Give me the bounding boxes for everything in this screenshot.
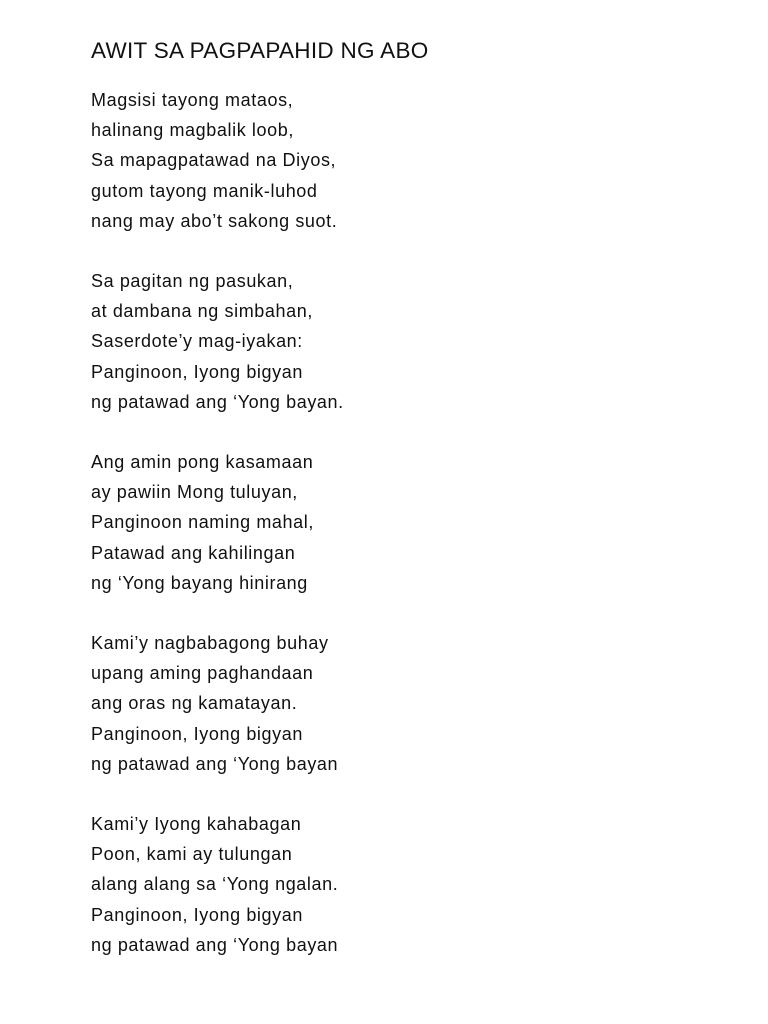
- lyric-line: ang oras ng kamatayan.: [91, 693, 298, 714]
- lyric-line: nang may abo’t sakong suot.: [91, 210, 338, 231]
- lyric-line: ay pawiin Mong tuluyan,: [91, 482, 298, 503]
- lyric-line: ng patawad ang ‘Yong bayan.: [91, 391, 344, 412]
- lyric-line: Panginoon naming mahal,: [91, 512, 314, 533]
- lyric-line: ng ‘Yong bayang hinirang: [91, 572, 308, 593]
- lyric-line: Poon, kami ay tulungan: [91, 844, 293, 865]
- stanza-4: [91, 628, 731, 779]
- lyric-line: Kami’y Iyong kahabagan: [91, 814, 302, 835]
- lyric-line: upang aming paghandaan: [91, 663, 314, 684]
- lyric-line: Patawad ang kahilingan: [91, 542, 296, 563]
- lyric-line: Magsisi tayong mataos,: [91, 90, 294, 110]
- lyric-line: at dambana ng simbahan,: [91, 301, 313, 322]
- song-page: [91, 36, 731, 990]
- stanza-2: [91, 266, 731, 417]
- lyric-line: Saserdote’y mag-iyakan:: [91, 331, 303, 352]
- lyric-line: alang alang sa ‘Yong ngalan.: [91, 874, 339, 895]
- lyric-line: Panginoon, Iyong bigyan: [91, 723, 303, 744]
- lyric-line: ng patawad ang ‘Yong bayan: [91, 753, 339, 774]
- lyric-line: halinang magbalik loob,: [91, 120, 294, 141]
- stanza-3: [91, 447, 731, 598]
- lyric-line: Ang amin pong kasamaan: [91, 452, 314, 473]
- lyric-line: Panginoon, Iyong bigyan: [91, 361, 303, 382]
- lyric-line: Sa mapagpatawad na Diyos,: [91, 150, 337, 171]
- stanza-5: [91, 809, 731, 960]
- stanza-1: [91, 85, 731, 236]
- lyric-line: ng patawad ang ‘Yong bayan: [91, 934, 339, 955]
- song-title: AWIT SA PAGPAPAHID NG ABO: [91, 38, 429, 63]
- lyric-line: Kami’y nagbabagong buhay: [91, 633, 329, 654]
- lyric-line: Sa pagitan ng pasukan,: [91, 271, 294, 292]
- lyric-line: gutom tayong manik-luhod: [91, 180, 318, 201]
- lyric-line: Panginoon, Iyong bigyan: [91, 904, 303, 925]
